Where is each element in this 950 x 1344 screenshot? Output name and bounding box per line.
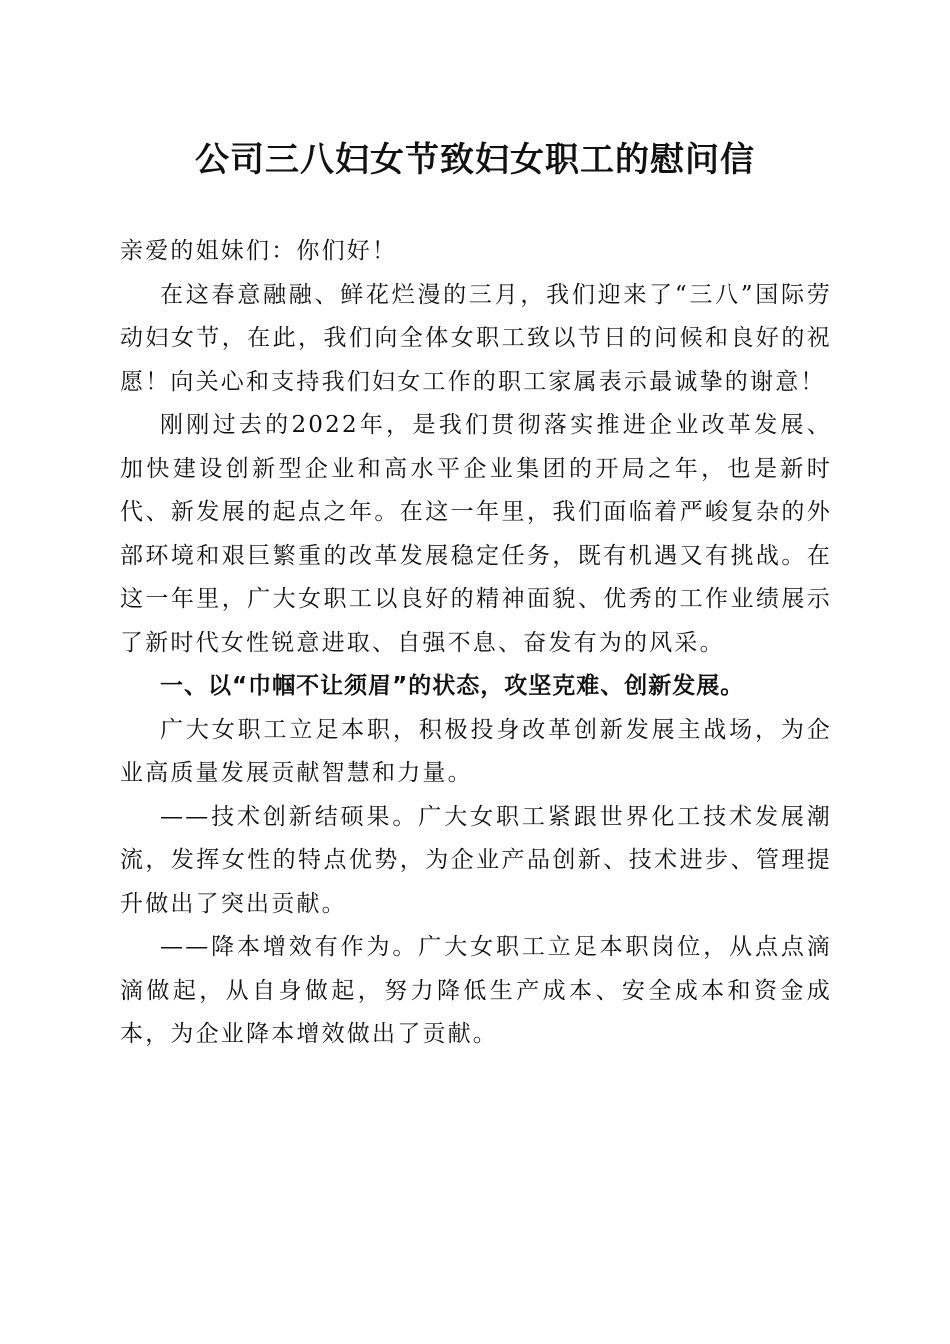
- paragraph-greeting: 在这春意融融、鲜花烂漫的三月，我们迎来了“三八”国际劳动妇女节，在此，我们向全体女职工致以节日的问候和良好的祝愿！向关心和支持我们妇女工作的职工家属表示最诚挚的谢意！: [120, 281, 832, 395]
- document-title: 公司三八妇女节致妇女职工的慰问信: [195, 140, 755, 180]
- paragraph-review-2022: 刚刚过去的2022年，是我们贯彻落实推进企业改革发展、加快建设创新型企业和高水平企业集团的开局之年，也是新时代、新发展的起点之年。在这一年里，我们面临着严峻复杂的外部环境和艰巨繁重的改革发展稳定任务，既有机遇又有挑战。在这一年里，广大女职工以良好的精神面貌、优秀的工作业绩展示了新时代女性锐意进取、自强不息、奋发有为的风采。: [120, 412, 832, 656]
- salutation: 亲爱的姐妹们：你们好！: [120, 238, 398, 264]
- paragraph-tech-innovation: ——技术创新结硕果。广大女职工紧跟世界化工技术发展潮流，发挥女性的特点优势，为企业产品创新、技术进步、管理提升做出了突出贡献。: [120, 803, 832, 917]
- section-heading-1: 一、以“巾帼不让须眉”的状态，攻坚克难、创新发展。: [160, 673, 745, 699]
- document-body: [120, 230, 832, 1057]
- paragraph-section-1-intro: 广大女职工立足本职，积极投身改革创新发展主战场，为企业高质量发展贡献智慧和力量。: [120, 716, 832, 786]
- paragraph-cost-reduction: ——降本增效有作为。广大女职工立足本职岗位，从点点滴滴做起，从自身做起，努力降低生产成本、安全成本和资金成本，为企业降本增效做出了贡献。: [120, 934, 832, 1047]
